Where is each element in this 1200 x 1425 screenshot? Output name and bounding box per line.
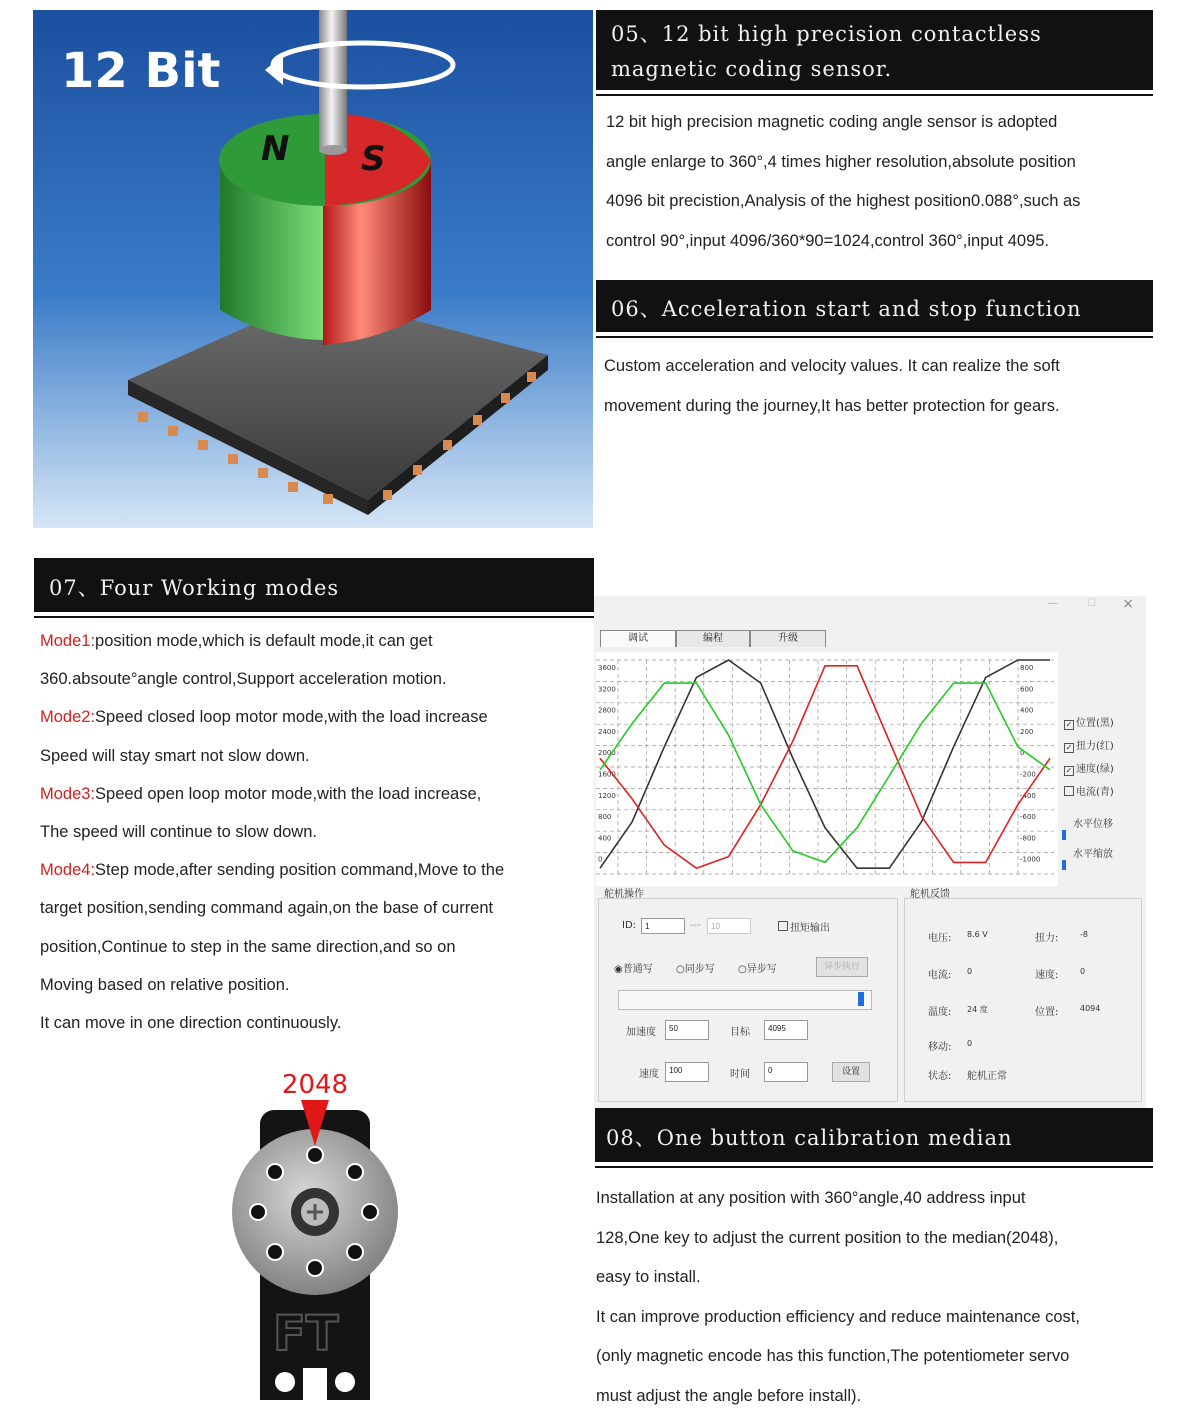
text-line: movement during the journey,It has better protection for gears. — [604, 396, 1060, 415]
mode-line — [40, 813, 585, 851]
legend-label: 电流(青) — [1076, 787, 1114, 798]
mode-description: position,Continue to step in the same direction,and so on — [40, 937, 456, 956]
y-tick-label-left: 1600 — [598, 770, 616, 779]
y-tick-label-left: 2800 — [598, 706, 616, 715]
torque-value: -8 — [1080, 930, 1088, 939]
mode-name: Mode1: — [40, 632, 96, 650]
section-05-body — [606, 103, 1146, 261]
mode-line — [40, 851, 585, 889]
north-pole-label: N — [261, 129, 290, 169]
acceleration-input[interactable]: 50 — [665, 1020, 709, 1040]
speed-feedback-value: 0 — [1080, 967, 1086, 976]
median-label: 2048 — [281, 1070, 349, 1100]
text-line: It can improve production efficiency and reduce maintenance cost, — [596, 1307, 1080, 1326]
legend-label: 速度(绿) — [1076, 764, 1114, 775]
position-slider[interactable] — [618, 990, 872, 1010]
section-08-title: 08、One button calibration median — [606, 1126, 1013, 1150]
legend-current[interactable] — [1064, 783, 1114, 798]
acceleration-label: 加速度 — [626, 1027, 656, 1038]
text-line: angle enlarge to 360°,4 times higher resolution,absolute position — [606, 152, 1076, 171]
checkbox-icon: ✓ — [1065, 766, 1073, 775]
legend-position[interactable] — [1064, 714, 1114, 730]
mode-label: 普通写 — [622, 964, 653, 975]
y-tick-label-right: -600 — [1020, 813, 1036, 822]
checkbox-icon — [1064, 786, 1074, 796]
y-tick-label-right: 600 — [1020, 685, 1034, 694]
moving-label: 移动: — [928, 1042, 952, 1053]
target-input[interactable]: 4095 — [764, 1020, 808, 1040]
mode-line — [40, 737, 585, 775]
position-label: 位置: — [1035, 1007, 1059, 1018]
mode-line — [40, 1004, 585, 1042]
time-input[interactable]: 0 — [764, 1062, 808, 1082]
maximize-icon[interactable]: ☐ — [1087, 598, 1096, 609]
checkbox-icon: ✓ — [1065, 743, 1073, 752]
horizontal-offset-slider[interactable] — [1062, 830, 1066, 840]
mode-description: Speed open loop motor mode,with the load increase, — [95, 784, 482, 803]
horizontal-offset-label: 水平位移 — [1073, 819, 1113, 830]
y-tick-label-left: 2000 — [598, 749, 616, 758]
voltage-label: 电压: — [928, 933, 952, 944]
torque-output-label: 扭矩输出 — [790, 923, 830, 934]
tab-debug[interactable]: 调试 — [600, 630, 676, 647]
tab-program[interactable]: 编程 — [676, 630, 750, 647]
async-execute-button[interactable]: 异步执行 — [816, 957, 868, 977]
mode-line — [40, 889, 585, 927]
mode-line — [40, 928, 585, 966]
speed-input[interactable]: 100 — [665, 1062, 709, 1082]
horizontal-zoom-label: 水平缩放 — [1073, 849, 1113, 860]
section-07-header — [34, 558, 594, 612]
y-tick-label-right: -400 — [1020, 791, 1036, 800]
mode-description: Speed will stay smart not slow down. — [40, 746, 310, 765]
text-line: Custom acceleration and velocity values. It can realize the soft — [604, 357, 1060, 375]
legend-torque[interactable] — [1064, 737, 1114, 753]
y-tick-label-right: -1000 — [1020, 855, 1041, 864]
voltage-value: 8.6 V — [967, 930, 988, 939]
current-value: 0 — [967, 967, 973, 976]
mode-sync-write[interactable]: ○同步写 — [676, 964, 715, 975]
mode-label: 同步写 — [684, 964, 715, 975]
torque-output-checkbox[interactable] — [778, 919, 830, 934]
text-line: Installation at any position with 360°angle,40 address input — [596, 1189, 1026, 1207]
mode-line — [40, 698, 585, 736]
mode-line — [40, 622, 585, 660]
set-button[interactable]: 设置 — [832, 1062, 870, 1082]
mode-description: Step mode,after sending position command,Move to the — [95, 861, 505, 880]
checkbox-icon: ✓ — [1065, 720, 1073, 729]
slider-thumb[interactable] — [858, 992, 864, 1006]
y-tick-label-left: 800 — [598, 813, 612, 822]
mode-name: Mode2: — [40, 708, 96, 727]
y-tick-label-left: 400 — [598, 834, 612, 843]
current-label: 电流: — [928, 970, 952, 981]
y-tick-label-left: 0 — [598, 855, 603, 864]
target-label: 目标 — [730, 1027, 750, 1038]
text-line: 4096 bit precistion,Analysis of the highest position0.088°,such as — [606, 192, 1081, 210]
legend-label: 位置(黑) — [1076, 718, 1114, 729]
mode-description: 360.absoute°angle control,Support acceleration motion. — [40, 670, 447, 689]
legend-label: 扭力(红) — [1076, 741, 1114, 752]
y-tick-label-right: 400 — [1020, 706, 1034, 715]
y-tick-label-right: 0 — [1020, 749, 1025, 758]
status-value: 舵机正常 — [967, 1071, 1007, 1082]
text-line: 12 bit high precision magnetic coding angle sensor is adopted — [606, 113, 1058, 131]
temperature-label: 温度: — [928, 1007, 952, 1018]
magnetic-sensor-image — [33, 10, 593, 528]
y-tick-label-right: 200 — [1020, 727, 1034, 736]
position-value: 4094 — [1080, 1004, 1101, 1013]
servo-brand: FT — [273, 1306, 339, 1362]
mode-description: The speed will continue to slow down. — [40, 823, 317, 842]
section-06-header — [596, 280, 1153, 332]
section-07-title: 07、Four Working modes — [49, 576, 340, 600]
status-label: 状态: — [928, 1071, 952, 1082]
y-tick-label-right: 800 — [1020, 664, 1034, 672]
y-tick-label-left: 3200 — [598, 685, 616, 694]
section-05-title-line2: magnetic coding sensor. — [611, 57, 893, 81]
id-input[interactable]: 1 — [641, 918, 685, 934]
speed-feedback-label: 速度: — [1035, 970, 1059, 981]
section-05-header — [596, 10, 1153, 90]
mode-description: Speed closed loop motor mode,with the load increase — [95, 708, 488, 727]
feedback-group-title: 舵机反馈 — [910, 889, 950, 900]
bit-label: 12 Bit — [61, 43, 221, 99]
mode-line — [40, 660, 585, 698]
text-line: control 90°,input 4096/360*90=1024,control 360°,input 4095. — [606, 231, 1050, 250]
mode-line — [40, 775, 585, 813]
mode-name: Mode4: — [40, 861, 96, 880]
mode-name: Mode3: — [40, 784, 96, 803]
legend-speed[interactable] — [1064, 760, 1114, 776]
moving-value: 0 — [967, 1039, 973, 1048]
mode-label: 异步写 — [746, 964, 777, 975]
text-line: easy to install. — [596, 1268, 701, 1286]
speed-label: 速度 — [639, 1069, 659, 1080]
mode-line — [40, 966, 585, 1004]
y-tick-label-right: -200 — [1020, 770, 1036, 779]
section-08-header — [595, 1108, 1153, 1162]
mode-description: It can move in one direction continuously. — [40, 1014, 342, 1033]
operation-group-title: 舵机操作 — [604, 889, 644, 900]
tab-upgrade[interactable]: 升级 — [750, 630, 826, 647]
mode-async-write[interactable]: ○异步写 — [738, 964, 777, 975]
working-modes-list — [40, 622, 585, 1042]
y-tick-label-left: 1200 — [598, 791, 616, 800]
y-tick-label-right: -800 — [1020, 834, 1036, 843]
servo-image — [225, 1100, 405, 1405]
section-06-body — [604, 347, 1144, 426]
id-label: ID: — [622, 920, 637, 931]
close-icon[interactable]: × — [1122, 596, 1134, 612]
horizontal-zoom-slider[interactable] — [1062, 860, 1066, 870]
section-06-title: 06、Acceleration start and stop function — [611, 297, 1082, 321]
mode-description: Moving based on relative position. — [40, 975, 290, 994]
text-line: (only magnetic encode has this function,The potentiometer servo — [596, 1347, 1070, 1365]
text-line: 128,One key to adjust the current position to the median(2048), — [596, 1228, 1059, 1247]
mode-description: target position,sending command again,on the base of current — [40, 899, 494, 918]
text-line: must adjust the angle before install). — [596, 1386, 862, 1405]
south-pole-label: S — [361, 139, 386, 179]
section-05-title-line1: 05、12 bit high precision contactless — [611, 22, 1042, 46]
mode-normal-write[interactable]: ◉普通写 — [614, 964, 653, 975]
y-tick-label-left: 3600 — [598, 664, 616, 672]
section-08-body — [596, 1179, 1156, 1416]
torque-label: 扭力: — [1035, 933, 1059, 944]
temperature-value: 24 度 — [967, 1005, 988, 1014]
servo-chart — [596, 652, 1058, 886]
id-separator: --- — [690, 920, 701, 931]
time-label: 时间 — [730, 1069, 750, 1080]
y-tick-label-left: 2400 — [598, 727, 616, 736]
minimize-icon[interactable]: — — [1048, 598, 1058, 609]
mode-description: position mode,which is default mode,it can get — [95, 632, 433, 650]
id-to-input[interactable]: 10 — [707, 918, 751, 934]
